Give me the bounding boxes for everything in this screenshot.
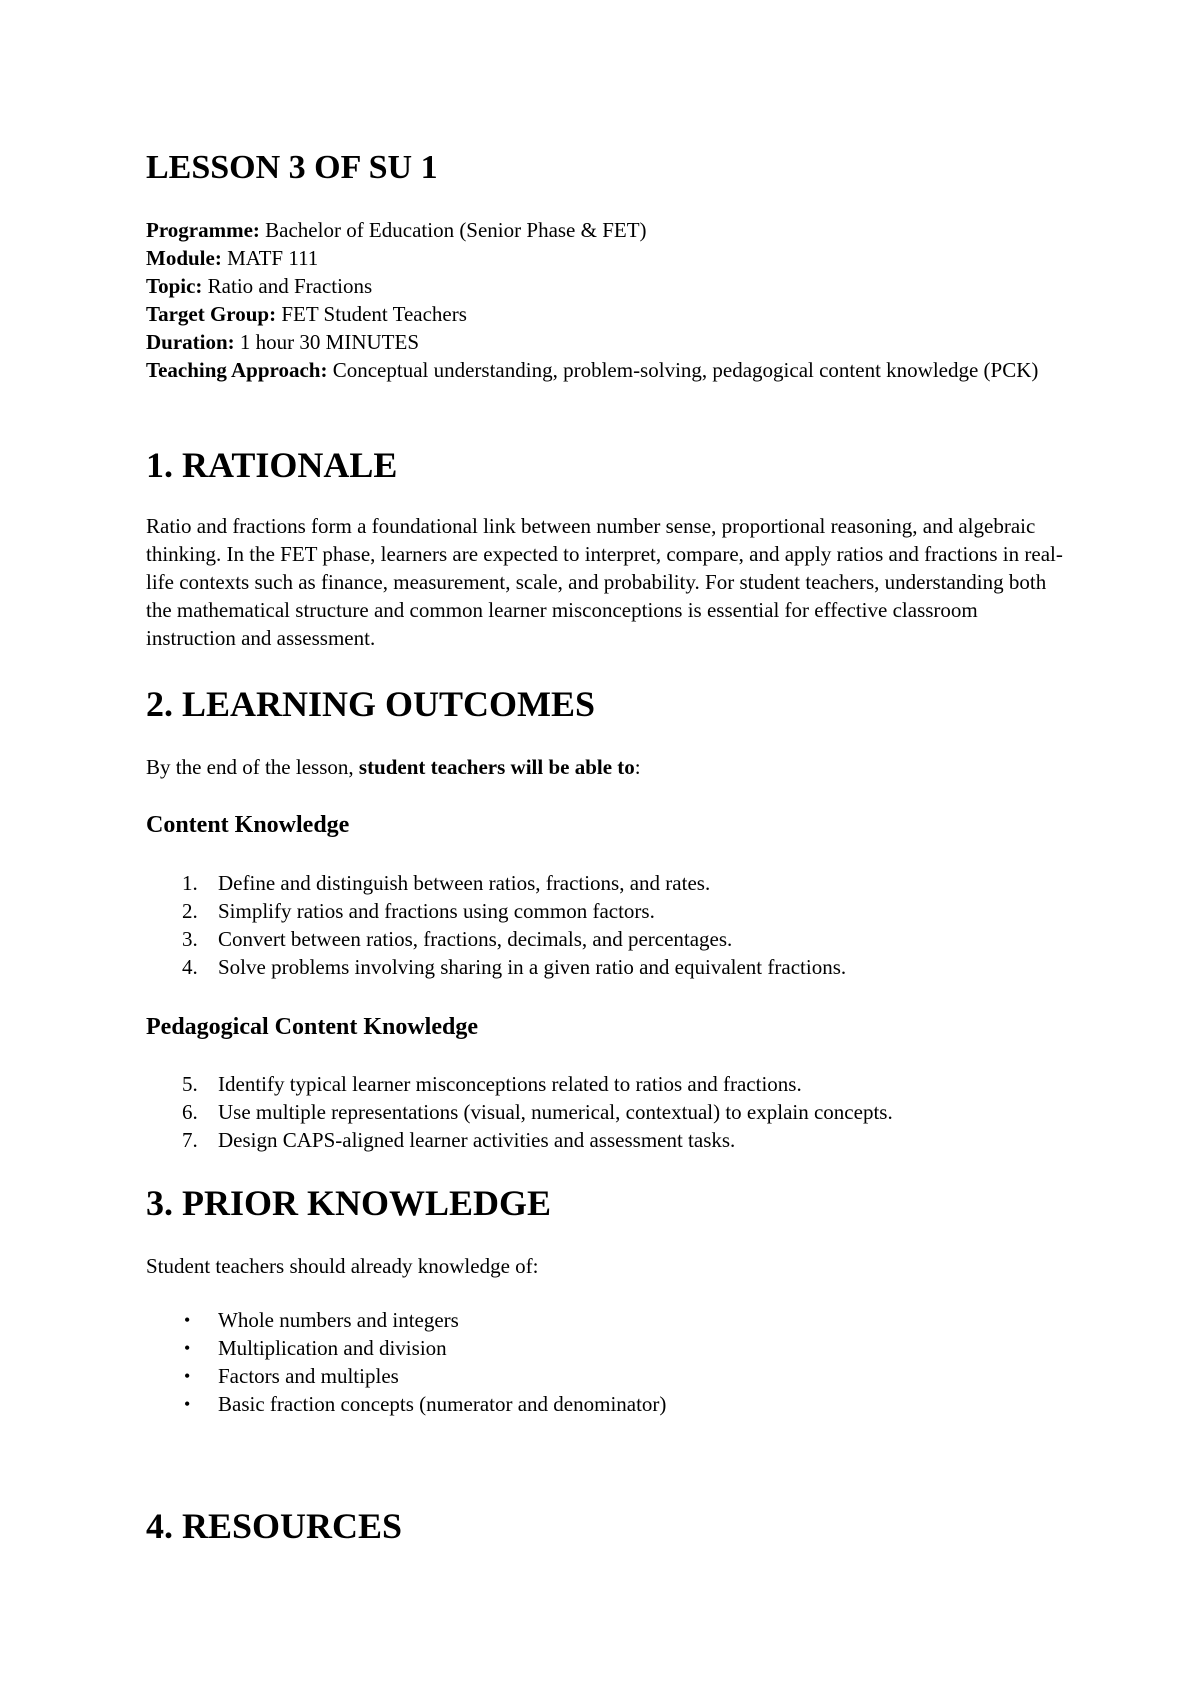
- meta-teaching-approach: [146, 356, 1046, 384]
- list-item: [146, 1126, 893, 1154]
- meta-duration: [146, 328, 1046, 356]
- bullet-icon: •: [184, 1338, 191, 1358]
- bullet-icon: •: [184, 1394, 191, 1414]
- meta-programme: [146, 216, 1046, 244]
- list-item-text: Whole numbers and integers: [218, 1308, 459, 1332]
- list-item-text: Basic fraction concepts (numerator and denominator): [218, 1392, 667, 1416]
- outcomes-intro: [146, 753, 1066, 781]
- list-item: [146, 1390, 666, 1418]
- resources-heading: 4. RESOURCES: [146, 1506, 403, 1546]
- list-item: [146, 925, 846, 953]
- list-item: [146, 1362, 666, 1390]
- list-item-text: Define and distinguish between ratios, fractions, and rates.: [218, 871, 711, 895]
- meta-value: 1 hour 30 MINUTES: [234, 330, 419, 354]
- prior-knowledge-heading: 3. PRIOR KNOWLEDGE: [146, 1183, 552, 1223]
- outcomes-heading: 2. LEARNING OUTCOMES: [146, 684, 596, 724]
- rationale-heading: 1. RATIONALE: [146, 445, 398, 485]
- pck-list: [146, 1070, 893, 1154]
- list-item-text: Use multiple representations (visual, numerical, contextual) to explain concepts.: [218, 1100, 893, 1124]
- content-knowledge-heading: Content Knowledge: [146, 812, 350, 838]
- outcomes-intro-bold: student teachers will be able to: [358, 755, 635, 779]
- meta-value: MATF 111: [221, 246, 319, 270]
- list-number: 2.: [182, 899, 198, 923]
- meta-value: FET Student Teachers: [276, 302, 467, 326]
- meta-label: Duration:: [146, 330, 235, 354]
- list-item-text: Multiplication and division: [218, 1336, 447, 1360]
- meta-value: Bachelor of Education (Senior Phase & FET): [259, 218, 647, 242]
- pck-heading: Pedagogical Content Knowledge: [146, 1014, 478, 1040]
- meta-label: Target Group:: [146, 302, 277, 326]
- meta-target-group: [146, 300, 1046, 328]
- list-number: 5.: [182, 1072, 198, 1096]
- meta-topic: [146, 272, 1046, 300]
- outcomes-intro-text: By the end of the lesson,: [146, 755, 359, 779]
- list-item: [146, 1070, 893, 1098]
- meta-label: Module:: [146, 246, 222, 270]
- meta-label: Teaching Approach:: [146, 358, 328, 382]
- bullet-icon: •: [184, 1366, 191, 1386]
- list-item-text: Simplify ratios and fractions using common factors.: [218, 899, 655, 923]
- meta-module: [146, 244, 1046, 272]
- lesson-title: LESSON 3 OF SU 1: [146, 149, 438, 186]
- list-number: 4.: [182, 955, 198, 979]
- meta-value: Ratio and Fractions: [202, 274, 373, 298]
- list-number: 6.: [182, 1100, 198, 1124]
- outcomes-intro-colon: :: [634, 755, 641, 779]
- meta-label: Programme:: [146, 218, 260, 242]
- list-item-text: Factors and multiples: [218, 1364, 399, 1388]
- list-item-text: Solve problems involving sharing in a given ratio and equivalent fractions.: [218, 955, 847, 979]
- meta-label: Topic:: [146, 274, 203, 298]
- content-knowledge-list: [146, 869, 846, 981]
- list-item: [146, 1098, 893, 1126]
- rationale-text: Ratio and fractions form a foundational link between number sense, proportional reasoning, and algebraic thinking. In the FET phase, learners are expected to interpret, compare, and apply ratios and fractions in real-life contexts such as finance, measurement, scale, and probability. For student teachers, understanding both the mathematical structure and common learner misconceptions is essential for effective classroom instruction and assessment.: [146, 514, 1063, 650]
- list-item: [146, 1306, 666, 1334]
- prior-knowledge-list: [146, 1306, 666, 1418]
- list-number: 7.: [182, 1128, 198, 1152]
- list-item: [146, 869, 846, 897]
- list-item: [146, 953, 846, 981]
- list-item-text: Design CAPS-aligned learner activities and assessment tasks.: [218, 1128, 736, 1152]
- list-item-text: Convert between ratios, fractions, decimals, and percentages.: [218, 927, 733, 951]
- list-item: [146, 1334, 666, 1362]
- bullet-icon: •: [184, 1310, 191, 1330]
- lesson-meta: [146, 216, 1046, 384]
- prior-knowledge-intro: Student teachers should already knowledge of:: [146, 1254, 539, 1278]
- list-item-text: Identify typical learner misconceptions related to ratios and fractions.: [218, 1072, 802, 1096]
- list-number: 1.: [182, 871, 198, 895]
- meta-value: Conceptual understanding, problem-solving, pedagogical content knowledge (PCK): [327, 358, 1039, 382]
- list-item: [146, 897, 846, 925]
- list-number: 3.: [182, 927, 198, 951]
